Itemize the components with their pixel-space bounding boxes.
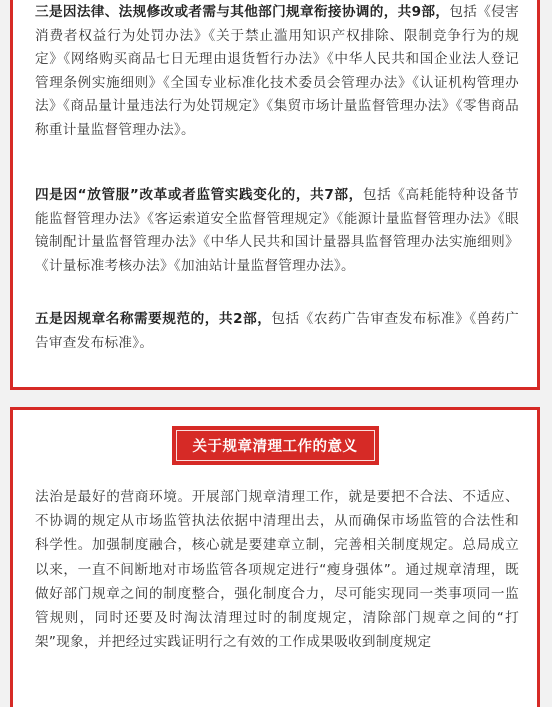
paragraph-lead: 五是因规章名称需要规范的，共2部， — [35, 311, 272, 327]
section-heading-wrapper — [13, 426, 537, 465]
paragraph-third-category — [35, 1, 519, 142]
paragraph-lead: 三是因法律、法规修改或者需与其他部门规章衔接协调的，共9部， — [35, 4, 450, 20]
paragraph-fifth-category — [35, 308, 519, 355]
paragraph-fourth-category — [35, 184, 519, 278]
content-card-top — [10, 0, 540, 390]
content-card-bottom — [10, 407, 540, 707]
paragraph-body: 包括《高耗能特种设备节能监督管理办法》《客运索道安全监督管理规定》《能源计量监督管理办法》《眼镜制配计量监督管理办法》《中华人民共和国计量器具监督管理办法实施细则》《计量标准考核办法》《加油站计量监督管理办法》。 — [35, 187, 519, 274]
paragraph-significance: 法治是最好的营商环境。开展部门规章清理工作，就是要把不合法、不适应、不协调的规定从市场监管执法依据中清理出去，从而确保市场监管的合法性和科学性。加强制度融合，核心就是要建章立制，完善相关制度规定。总局成立以来，一直不间断地对市场监管各项规定进行“瘦身强体”。通过规章清理，既做好部门规章之间的制度整合，强化制度合力，尽可能实现同一类事项同一监管规则，同时还要及时淘汰清理过时的制度规定，清除部门规章之间的“打架”现象，并把经过实践证明行之有效的工作成果吸收到制度规定 — [35, 489, 519, 651]
paragraph-body: 包括《农药广告审查发布标准》《兽药广告审查发布标准》。 — [35, 311, 519, 351]
section-heading: 关于规章清理工作的意义 — [172, 426, 379, 465]
paragraph-body: 包括《侵害消费者权益行为处罚办法》《关于禁止滥用知识产权排除、限制竞争行为的规定》《网络购买商品七日无理由退货暂行办法》《中华人民共和国企业法人登记管理条例实施细则》《全国专业标准化技术委员会管理办法》《认证机构管理办法》《商品量计量违法行为处罚规定》《集贸市场计量监督管理办法》《零售商品称重计量监督管理办法》。 — [35, 4, 519, 138]
paragraph-lead: 四是因“放管服”改革或者监管实践变化的，共7部， — [35, 187, 363, 203]
